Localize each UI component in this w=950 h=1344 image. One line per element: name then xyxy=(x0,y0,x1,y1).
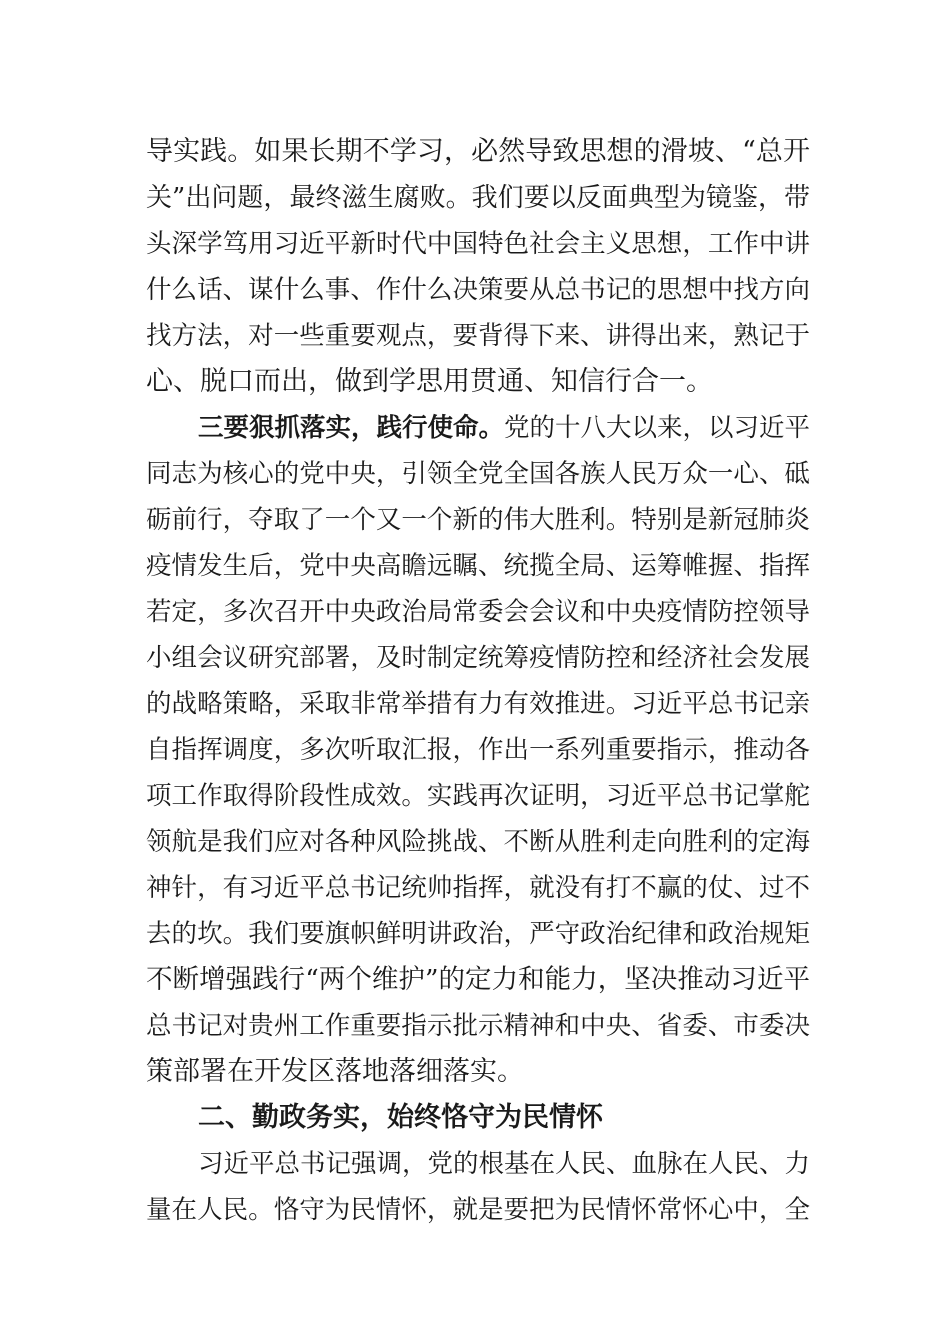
para3-line-2: 量在人民。恪守为民情怀，就是要把为民情怀常怀心中，全 xyxy=(146,1195,810,1225)
para2-line-3: 砺前行，夺取了一个又一个新的伟大胜利。特别是新冠肺炎 xyxy=(146,505,810,535)
para2-line-2: 同志为核心的党中央，引领全党全国各族人民万众一心、砥 xyxy=(146,459,810,489)
para2-line-6: 小组会议研究部署，及时制定统筹疫情防控和经济社会发展 xyxy=(146,643,810,673)
para2-line-10: 领航是我们应对各种风险挑战、不断从胜利走向胜利的定海 xyxy=(146,827,810,857)
para2-line-13: 不断增强践行“两个维护”的定力和能力，坚决推动习近平 xyxy=(146,964,810,995)
para1-line-6: 心、脱口而出，做到学思用贯通、知信行合一。 xyxy=(146,366,713,397)
para2-first-line-rest: 党的十八大以来，以习近平 xyxy=(504,413,811,443)
para2-line-5: 若定，多次召开中央政治局常委会会议和中央疫情防控领导 xyxy=(146,597,810,627)
para1-line-2: 关”出问题，最终滋生腐败。我们要以反面典型为镜鉴，带 xyxy=(146,183,810,213)
para2-line-8: 自指挥调度，多次听取汇报，作出一系列重要指示，推动各 xyxy=(146,735,810,765)
para2-lead-bold: 三要狠抓落实，践行使命。 xyxy=(198,413,505,443)
para1-line-3: 头深学笃用习近平新时代中国特色社会主义思想，工作中讲 xyxy=(146,229,810,259)
para2-line-9: 项工作取得阶段性成效。实践再次证明，习近平总书记掌舵 xyxy=(146,781,810,811)
para2-first-line xyxy=(198,408,810,448)
para2-line-15: 策部署在开发区落地落细落实。 xyxy=(146,1056,524,1087)
section-heading: 二、勤政务实，始终恪守为民情怀 xyxy=(198,1102,603,1133)
para2-line-11: 神针，有习近平总书记统帅指挥，就没有打不赢的仗、过不 xyxy=(146,873,810,903)
para2-line-14: 总书记对贵州工作重要指示批示精神和中央、省委、市委决 xyxy=(146,1011,810,1041)
para2-line-7: 的战略策略，采取非常举措有力有效推进。习近平总书记亲 xyxy=(146,689,810,719)
para1-line-5: 找方法，对一些重要观点，要背得下来、讲得出来，熟记于 xyxy=(146,321,810,351)
para2-line-12: 去的坎。我们要旗帜鲜明讲政治，严守政治纪律和政治规矩 xyxy=(146,919,810,949)
para1-line-1: 导实践。如果长期不学习，必然导致思想的滑坡、“总开 xyxy=(146,136,810,167)
para3-first-line: 习近平总书记强调，党的根基在人民、血脉在人民、力 xyxy=(198,1149,811,1179)
para1-line-4: 什么话、谋什么事、作什么决策要从总书记的思想中找方向 xyxy=(146,275,810,305)
para2-line-4: 疫情发生后，党中央高瞻远瞩、统揽全局、运筹帷握、指挥 xyxy=(146,551,810,581)
